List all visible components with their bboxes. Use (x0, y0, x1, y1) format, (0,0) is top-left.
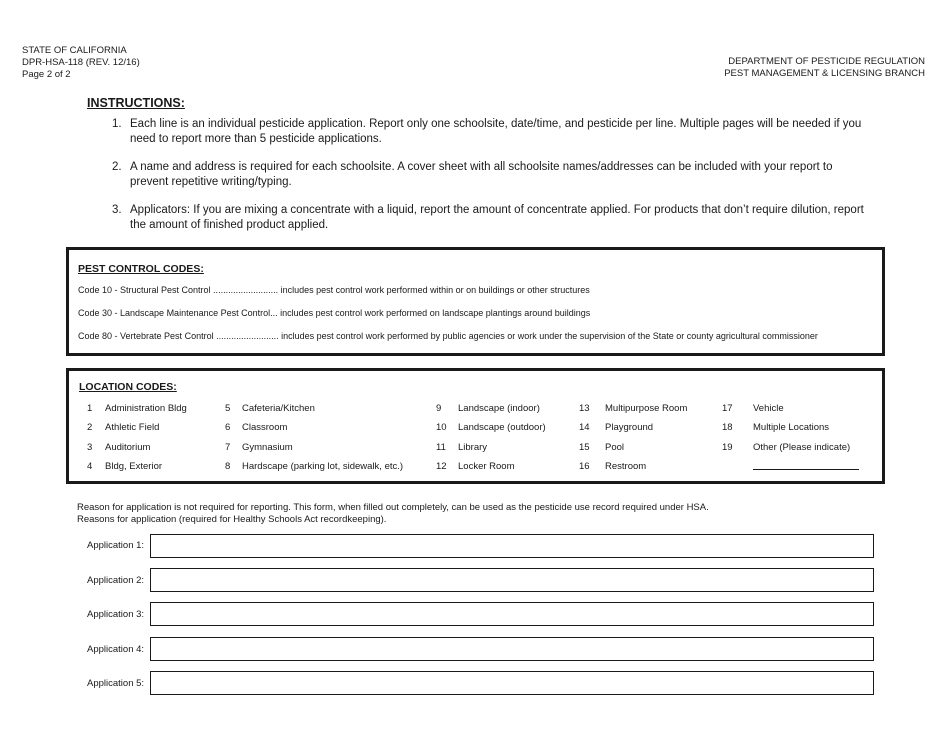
location-code-item (87, 461, 162, 472)
instruction-number: 3. (112, 204, 122, 216)
application-label: Application 2: (87, 575, 145, 586)
location-code-item (87, 422, 159, 433)
location-code-number: 17 (722, 403, 733, 414)
location-code-item (225, 403, 315, 414)
application-4-field[interactable] (150, 637, 874, 661)
location-code-label: Multipurpose Room (605, 403, 688, 414)
application-label: Application 5: (87, 678, 145, 689)
location-code-label: Cafeteria/Kitchen (242, 403, 315, 414)
instruction-item (112, 160, 872, 189)
location-code-item (87, 442, 150, 453)
application-1-field[interactable] (150, 534, 874, 558)
instruction-item (112, 203, 872, 232)
location-code-label: Bldg, Exterior (105, 461, 163, 472)
location-code-number: 6 (225, 422, 231, 433)
location-code-label: Library (458, 442, 488, 453)
location-code-item (436, 461, 515, 472)
location-code-number: 3 (87, 442, 93, 453)
location-code-label: Vehicle (753, 403, 784, 414)
location-codes-title: LOCATION CODES: (79, 381, 177, 393)
location-code-item (722, 442, 850, 453)
pest-control-code-row: Code 10 - Structural Pest Control .......................... includes pest control work performed within or on buildings or other structures (78, 285, 590, 295)
location-code-item (579, 422, 653, 433)
location-code-item (579, 442, 624, 453)
location-code-number: 12 (436, 461, 447, 472)
application-label: Application 1: (87, 540, 145, 551)
instruction-text: Applicators: If you are mixing a concentrate with a liquid, report the amount of concentrate applied. For products that don’t require dilution, report the amount of finished product applied. (130, 204, 864, 231)
other-location-write-in-line[interactable] (753, 469, 859, 470)
instruction-text: Each line is an individual pesticide application. Report only one schoolsite, date/time, and pesticide per line. Multiple pages will be needed if you need to report more than 5 pesticide applications. (130, 118, 862, 145)
location-code-item (225, 422, 287, 433)
location-code-label: Landscape (outdoor) (458, 422, 546, 433)
pest-control-code-row: Code 80 - Vertebrate Pest Control ......................... includes pest control work performed by public agencies or work under the supervision of the State or county agricultural commissioner (78, 331, 818, 341)
location-code-item (722, 403, 784, 414)
location-code-label: Gymnasium (242, 442, 293, 453)
location-code-item (225, 442, 293, 453)
location-code-number: 9 (436, 403, 442, 414)
department-name: DEPARTMENT OF PESTICIDE REGULATION (728, 56, 925, 67)
location-code-number: 7 (225, 442, 231, 453)
location-code-number: 11 (436, 442, 446, 453)
location-code-label: Playground (605, 422, 654, 433)
location-code-item (436, 403, 540, 414)
location-code-item (436, 422, 546, 433)
location-code-number: 4 (87, 461, 93, 472)
location-code-number: 13 (579, 403, 590, 414)
location-code-item (87, 403, 187, 414)
instruction-number: 1. (112, 118, 122, 130)
location-code-label: Administration Bldg (105, 403, 187, 414)
agency-header-left (22, 45, 140, 81)
location-code-label: Auditorium (105, 442, 151, 453)
location-code-number: 1 (87, 403, 93, 414)
instructions-list (112, 117, 872, 246)
location-code-item (722, 422, 829, 433)
location-codes-box (66, 368, 885, 484)
application-label: Application 4: (87, 644, 145, 655)
location-code-number: 10 (436, 422, 447, 433)
location-code-item (579, 461, 646, 472)
instruction-text: A name and address is required for each schoolsite. A cover sheet with all schoolsite names/addresses can be included with your report to prevent repetitive writing/typing. (130, 161, 833, 188)
location-code-item (225, 461, 403, 472)
pest-control-codes-box (66, 247, 885, 356)
location-code-number: 14 (579, 422, 590, 433)
application-5-field[interactable] (150, 671, 874, 695)
location-code-label: Hardscape (parking lot, sidewalk, etc.) (242, 461, 404, 472)
location-code-label: Pool (605, 442, 625, 453)
branch-name: PEST MANAGEMENT & LICENSING BRANCH (724, 68, 925, 79)
application-2-field[interactable] (150, 568, 874, 592)
location-code-number: 5 (225, 403, 231, 414)
location-code-label: Other (Please indicate) (753, 442, 851, 453)
pest-control-code-row: Code 30 - Landscape Maintenance Pest Control... includes pest control work performed on landscape plantings around buildings (78, 308, 591, 318)
location-code-number: 18 (722, 422, 733, 433)
location-code-number: 19 (722, 442, 733, 453)
instructions-title: INSTRUCTIONS: (87, 96, 185, 110)
application-3-field[interactable] (150, 602, 874, 626)
location-code-number: 16 (579, 461, 590, 472)
reason-note: Reason for application is not required for reporting. This form, when filled out completely, can be used as the pesticide use record required under HSA. (77, 502, 709, 513)
location-code-label: Landscape (indoor) (458, 403, 540, 414)
pest-control-codes-title: PEST CONTROL CODES: (78, 263, 204, 275)
instruction-item (112, 117, 872, 146)
location-code-number: 15 (579, 442, 590, 453)
page-number: Page 2 of 2 (22, 69, 71, 80)
location-code-item (579, 403, 687, 414)
location-code-item (436, 442, 487, 453)
location-code-number: 8 (225, 461, 231, 472)
application-label: Application 3: (87, 609, 145, 620)
state-name: STATE OF CALIFORNIA (22, 45, 127, 56)
form-number: DPR-HSA-118 (REV. 12/16) (22, 57, 140, 68)
agency-header-right (724, 56, 925, 80)
location-code-label: Classroom (242, 422, 288, 433)
location-code-label: Locker Room (458, 461, 515, 472)
location-code-number: 2 (87, 422, 93, 433)
reasons-heading: Reasons for application (required for Healthy Schools Act recordkeeping). (77, 514, 387, 525)
location-code-label: Restroom (605, 461, 647, 472)
location-code-label: Athletic Field (105, 422, 160, 433)
instruction-number: 2. (112, 161, 122, 173)
location-code-label: Multiple Locations (753, 422, 830, 433)
